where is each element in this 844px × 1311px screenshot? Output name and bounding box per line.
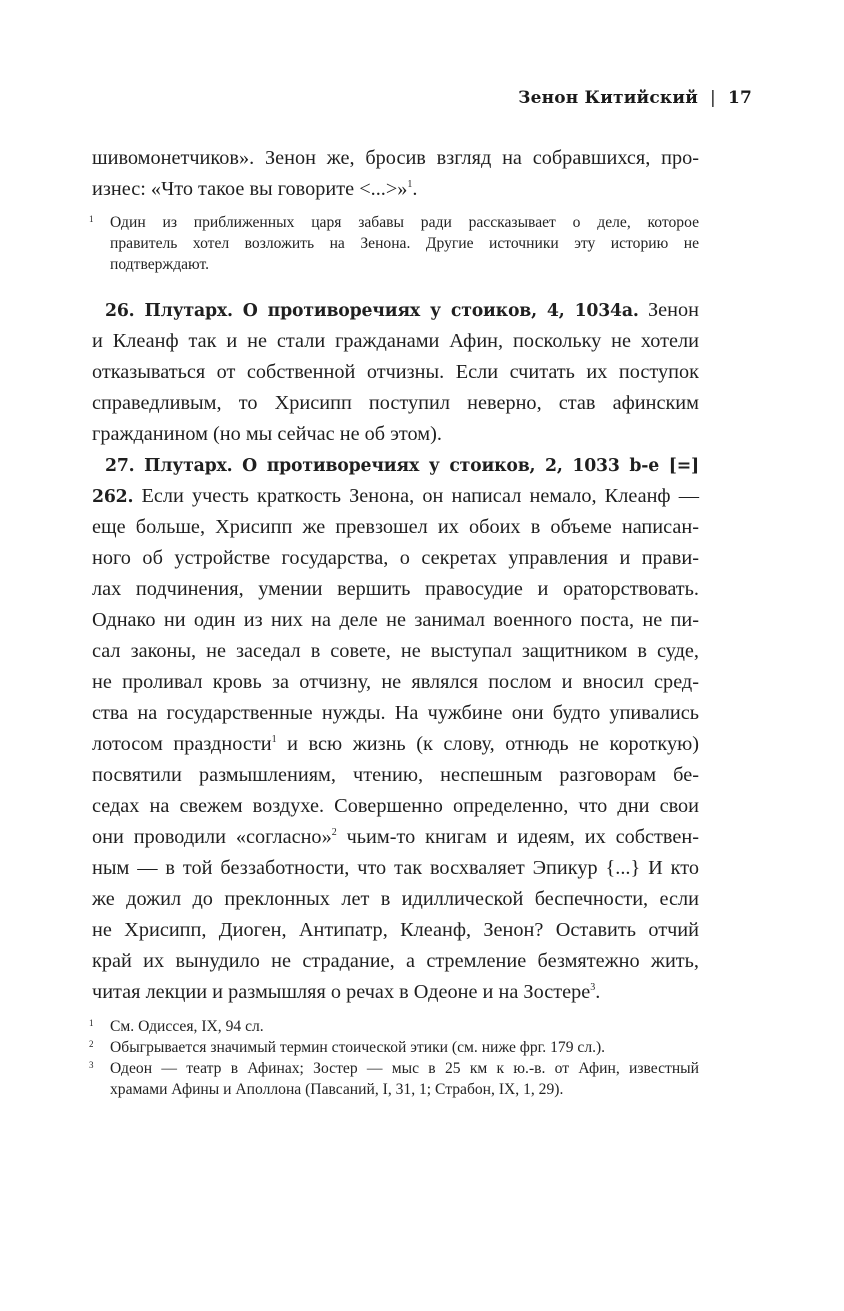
body-line: и Клеанф так и не стали гражданами Афин, поскольку не хотели — [92, 330, 699, 352]
page-number: 17 — [727, 88, 752, 108]
body-line: они проводили «согласно»$^2$ чьим-то книгам и идеям, их собствен- — [92, 826, 699, 848]
body-line: посвятили размышлениям, чтению, неспешным разговорам бе- — [92, 764, 699, 786]
footnote-ref: 2 — [331, 827, 337, 838]
section-heading: 27. Плутарх. О противоречиях у стоиков, 2, 1033 b-e [=] — [105, 456, 699, 476]
footnote — [89, 1037, 699, 1058]
footnote — [89, 1058, 699, 1079]
running-header — [518, 86, 752, 110]
body-line: читая лекции и размышляя о речах в Одеоне и на Зостере$^3$. — [92, 981, 601, 1003]
body-line: гражданином (но мы сейчас не об этом). — [92, 423, 442, 445]
footnote-number: 2 — [89, 1039, 94, 1049]
footnote-line: Обыгрывается значимый термин стоической этики (см. ниже фрг. 179 сл.). — [110, 1039, 606, 1056]
footnote-line: Одеон — театр в Афинах; Зостер — мыс в 25 км к ю.-в. от Афин, известный — [110, 1060, 699, 1077]
header-title: Зенон Китийский — [518, 88, 698, 108]
footnote — [92, 233, 699, 254]
body-line: край их вынудило не страдание, а стремление безмятежно жить, — [92, 950, 699, 972]
body-line: седах на свежем воздухе. Совершенно определенно, что дни свои — [92, 795, 699, 817]
footnote — [92, 1079, 699, 1100]
footnote-line: См. Одиссея, IX, 94 сл. — [110, 1018, 264, 1035]
body-line: лотосом праздности$^1$ и всю жизнь (к слову, отнюдь не короткую) — [92, 733, 699, 755]
header-separator: | — [710, 88, 716, 108]
body-line: не проливал кровь за отчизну, не являлся послом и вносил сред- — [92, 671, 699, 693]
footnote — [92, 254, 699, 275]
footnote-ref: 1 — [271, 734, 277, 745]
footnote-ref: 1 — [407, 179, 413, 190]
footnote-line: правитель хотел возложить на Зенона. Другие источники эту историю не — [110, 235, 699, 252]
footnote-number: 1 — [89, 214, 94, 224]
body-line: изнес: «Что такое вы говорите <...>»$^1$. — [92, 178, 418, 200]
footnote-ref: 3 — [590, 982, 596, 993]
body-line: сал законы, не заседал в совете, не выступал защитником в суде, — [92, 640, 699, 662]
footnote — [89, 212, 699, 233]
body-line: ного об устройстве государства, о секретах управления и прави- — [92, 547, 699, 569]
body-line: еще больше, Хрисипп же превзошел их обоих в объеме написан- — [92, 516, 699, 538]
section-26-first-line: 26. Плутарх. О противоречиях у стоиков, 4, 1034a. Зенон — [105, 299, 699, 321]
footnote-number: 1 — [89, 1018, 94, 1028]
footnote — [89, 1016, 699, 1037]
footnote-line: Один из приближенных царя забавы ради рассказывает о деле, которое — [110, 214, 699, 231]
body-line: шивомонетчиков». Зенон же, бросив взгляд на собравшихся, про- — [92, 147, 699, 169]
footnote-line: подтверждают. — [110, 256, 210, 273]
footnote-line: храмами Афины и Аполлона (Павсаний, I, 31, 1; Страбон, IX, 1, 29). — [110, 1081, 564, 1098]
section-27-first-line — [105, 451, 699, 479]
body-line: Однако ни один из них на деле не занимал военного поста, не пи- — [92, 609, 699, 631]
body-line: отказываться от собственной отчизны. Если считать их поступок — [92, 361, 699, 383]
body-line: ным — в той беззаботности, что так восхваляет Эпикур {...} И кто — [92, 857, 699, 879]
body-line: лах подчинения, умении вершить правосудие и ораторствовать. — [92, 578, 699, 600]
section-heading: 26. Плутарх. О противоречиях у стоиков, 4, 1034a. — [105, 301, 639, 321]
body-line: справедливым, то Хрисипп поступил неверно, став афинским — [92, 392, 699, 414]
body-line: же дожил до преклонных лет в идиллической беспечности, если — [92, 888, 699, 910]
body-line: не Хрисипп, Диоген, Антипатр, Клеанф, Зенон? Оставить отчий — [92, 919, 699, 941]
section-heading-cont: 262. — [92, 487, 134, 507]
footnote-number: 3 — [89, 1060, 94, 1070]
body-line: ства на государственные нужды. На чужбине они будто упивались — [92, 702, 699, 724]
body-line: 262. Если учесть краткость Зенона, он написал немало, Клеанф — — [92, 485, 699, 507]
